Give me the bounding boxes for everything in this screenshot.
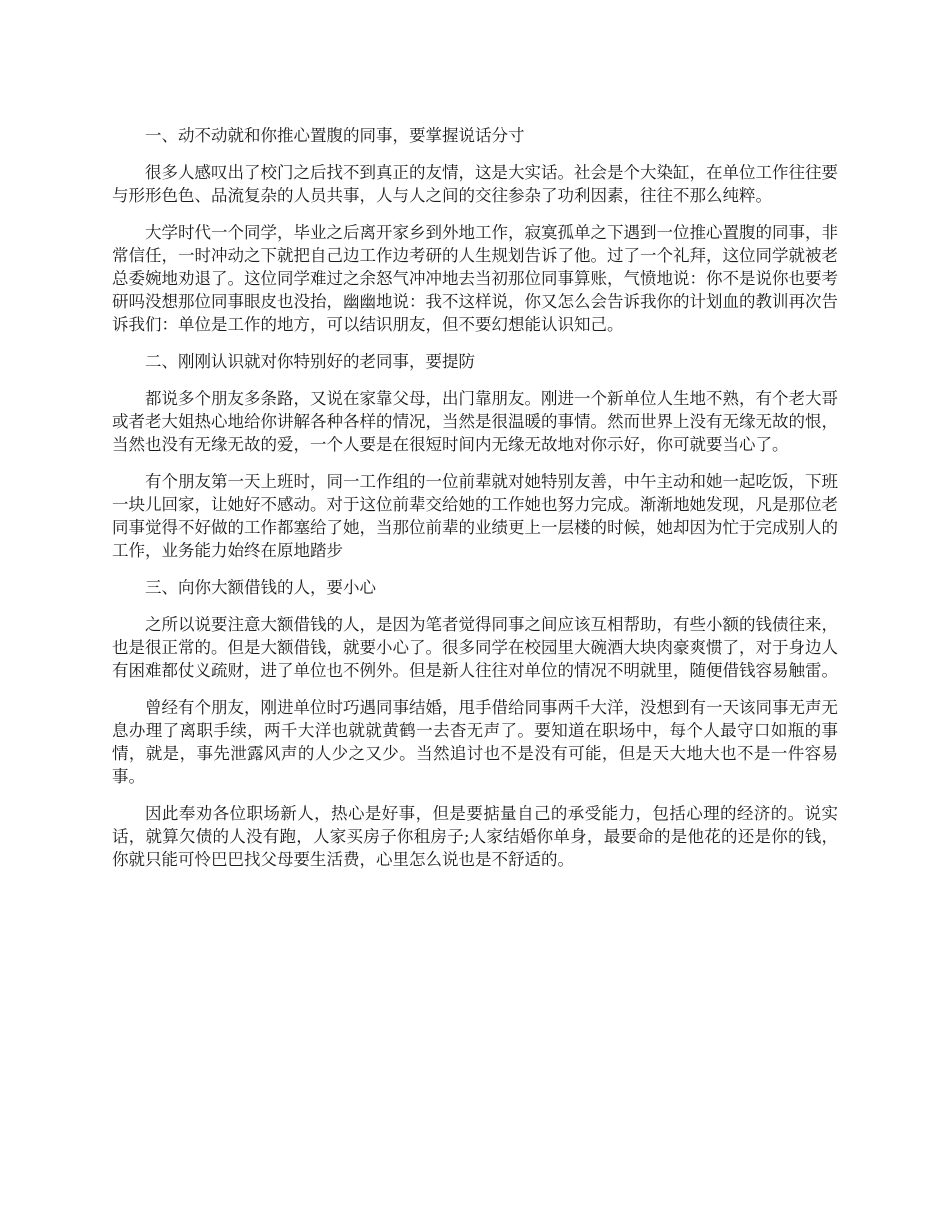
paragraph-1: 很多人感叹出了校门之后找不到真正的友情，这是大实话。社会是个大染缸，在单位工作往往要与形形色色、品流复杂的人员共事，人与人之间的交往参杂了功利因素，往往不那么纯粹。: [112, 163, 838, 205]
section-heading-3: 三、向你大额借钱的人，要小心: [145, 578, 376, 597]
document-body: [112, 124, 838, 885]
paragraph-6: 曾经有个朋友，刚进单位时巧遇同事结婚，甩手借给同事两千大洋，没想到有一天该同事无声无息办理了离职手续，两千大洋也就就黄鹤一去杳无声了。要知道在职场中，每个人最守口如瓶的事情，就是，事先泄露风声的人少之又少。当然追讨也不是没有可能，但是天大地大也不是一件容易事。: [112, 698, 838, 786]
section-heading-1: 一、动不动就和你推心置腹的同事，要掌握说话分寸: [145, 126, 525, 145]
paragraph-2: 大学时代一个同学，毕业之后离开家乡到外地工作，寂寞孤单之下遇到一位推心置腹的同事，非常信任，一时冲动之下就把自己边工作边考研的人生规划告诉了他。过了一个礼拜，这位同学就被老总委婉地劝退了。这位同学难过之余怒气冲冲地去当初那位同事算账，气愤地说：你不是说你也要考研吗没想那位同事眼皮也没抬，幽幽地说：我不这样说，你又怎么会告诉我你的计划血的教训再次告诉我们：单位是工作的地方，可以结识朋友，但不要幻想能认识知己。: [112, 223, 838, 334]
paragraph-3: 都说多个朋友多条路，又说在家靠父母，出门靠朋友。刚进一个新单位人生地不熟，有个老大哥或者老大姐热心地给你讲解各种各样的情况，当然是很温暖的事情。然而世界上没有无缘无故的恨，当然也没有无缘无故的爱，一个人要是在很短时间内无缘无故地对你示好，你可就要当心了。: [112, 389, 838, 454]
paragraph-4: 有个朋友第一天上班时，同一工作组的一位前辈就对她特别友善，中午主动和她一起吃饭，下班一块儿回家，让她好不感动。对于这位前辈交给她的工作她也努力完成。渐渐地她发现，凡是那位老同事觉得不好做的工作都塞给了她，当那位前辈的业绩更上一层楼的时候，她却因为忙于完成别人的工作，业务能力始终在原地踏步: [112, 472, 838, 560]
paragraph-7: 因此奉劝各位职场新人，热心是好事，但是要掂量自己的承受能力，包括心理的经济的。说实话，就算欠债的人没有跑，人家买房子你租房子;人家结婚你单身，最要命的是他花的还是你的钱，你就只能可怜巴巴找父母要生活费，心里怎么说也是不舒适的。: [112, 804, 838, 869]
section-heading-2: 二、刚刚认识就对你特别好的老同事，要提防: [145, 352, 475, 371]
paragraph-5: 之所以说要注意大额借钱的人，是因为笔者觉得同事之间应该互相帮助，有些小额的钱债往来，也是很正常的。但是大额借钱，就要小心了。很多同学在校园里大碗酒大块肉豪爽惯了，对于身边人有困难都仗义疏财，进了单位也不例外。但是新人往往对单位的情况不明就里，随便借钱容易触雷。: [112, 615, 838, 680]
